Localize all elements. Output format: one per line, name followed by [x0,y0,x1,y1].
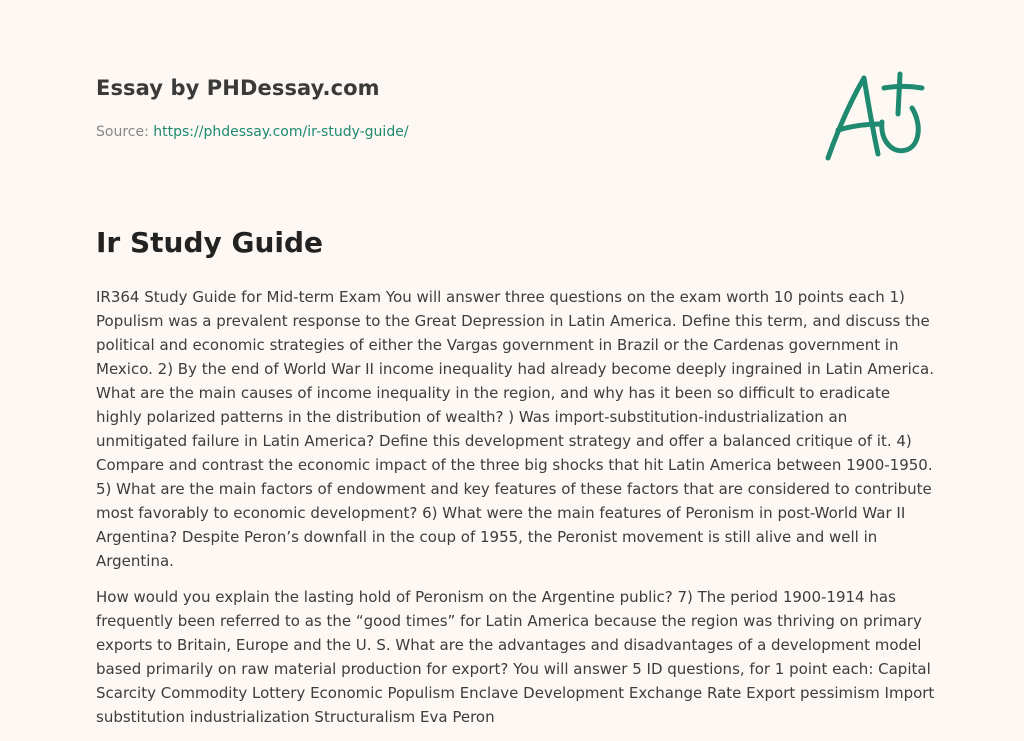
source-line [96,124,409,140]
article-title: Ir Study Guide [96,226,324,259]
a-plus-logo-icon [822,68,926,164]
site-brand: Essay by PHDessay.com [96,76,380,100]
source-label: Source: [96,124,154,140]
article-paragraph: How would you explain the lasting hold of Peronism on the Argentine public? 7) The period 1900-1914 has frequently been referred to as the “good times” for Latin America because the region was thriving on primary exports to Britain, Europe and the U. S. What are the advantages and disadvantages of a development model based primarily on raw material production for export? You will answer 5 ID questions, for 1 point each: Capital Scarcity Commodity Lottery Economic Populism Enclave Development Exchange Rate Export pessimism Import substitution industrialization Structuralism Eva Peron [96,588,935,726]
article-body [96,285,938,741]
source-link[interactable]: https://phdessay.com/ir-study-guide/ [153,124,409,140]
article-paragraph: IR364 Study Guide for Mid-term Exam You will answer three questions on the exam worth 10 points each 1) Populism was a prevalent response to the Great Depression in Latin America. Define this term, and discuss the political and economic strategies of either the Vargas government in Brazil or the Cardenas government in Mexico. 2) By the end of World War II income inequality had already become deeply ingrained in Latin America. What are the main causes of income inequality in the region, and why has it been so difficult to eradicate highly polarized patterns in the distribution of wealth? ) Was import-substitution-industrialization an unmitigated failure in Latin America? Define this development strategy and offer a balanced critique of it. 4) Compare and contrast the economic impact of the three big shocks that hit Latin America between 1900-1950. 5) What are the main factors of endowment and key features of these factors that are considered to contribute most favorably to economic development? 6) What were the main features of Peronism in post-World War II Argentina? Despite Peron’s downfall in the coup of 1955, the Peronist movement is still alive and well in Argentina. [96,288,935,570]
